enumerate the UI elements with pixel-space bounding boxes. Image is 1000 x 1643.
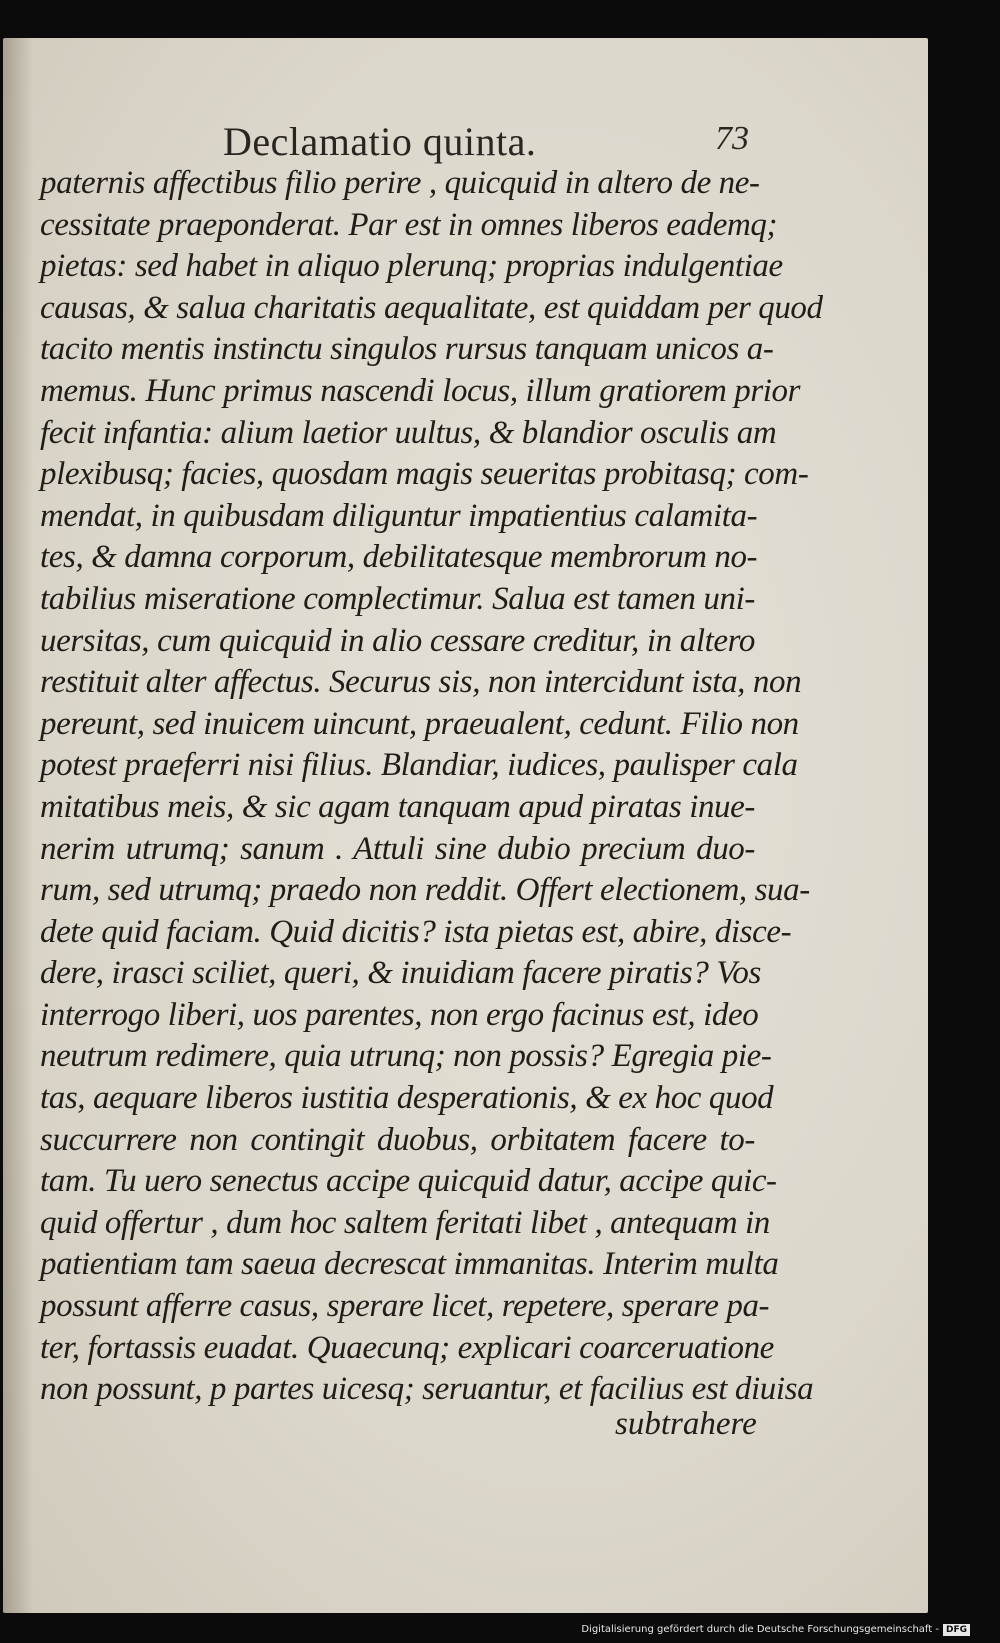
text-line: uersitas, cum quicquid in alio cessare creditur, in altero [40, 622, 755, 659]
text-line: tas, aequare liberos iustitia desperationis, & ex hoc quod [40, 1080, 774, 1117]
text-line: tacito mentis instinctu singulos rursus tanquam unicos a- [40, 331, 774, 368]
page-number: 73 [715, 120, 749, 157]
text-line: succurrere non contingit duobus, orbitatem facere to- [40, 1121, 755, 1158]
text-line: restituit alter affectus. Securus sis, non intercidunt ista, non [40, 664, 802, 701]
page-header [0, 118, 1000, 168]
digitization-credit [581, 1623, 970, 1637]
credit-text: Digitalisierung gefördert durch die Deutsche Forschungsgemeinschaft - [581, 1624, 939, 1635]
text-line: nerim utrumq; sanum . Attuli sine dubio precium duo- [40, 830, 755, 867]
text-line: possunt afferre casus, sperare licet, repetere, sperare pa- [40, 1288, 770, 1325]
text-line: dete quid faciam. Quid dicitis? ista pietas est, abire, disce- [40, 913, 792, 950]
text-line: tabilius miseratione complectimur. Salua est tamen uni- [40, 580, 755, 617]
text-line: cessitate praeponderat. Par est in omnes liberos eademq; [40, 206, 778, 243]
running-title: Declamatio quinta. [223, 119, 537, 164]
body-text [40, 163, 823, 1411]
text-line: plexibusq; facies, quosdam magis seueritas probitasq; com- [40, 456, 809, 493]
text-line: pereunt, sed inuicem uincunt, praeualent, cedunt. Filio non [40, 705, 799, 742]
text-line: interrogo liberi, uos parentes, non ergo facinus est, ideo [40, 996, 759, 1033]
text-line: neutrum redimere, quia utrunq; non possis? Egregia pie- [40, 1038, 772, 1075]
dfg-logo: DFG [943, 1624, 970, 1636]
text-line: patientiam tam saeua decrescat immanitas. Interim multa [40, 1246, 779, 1283]
text-line: mitatibus meis, & sic agam tanquam apud piratas inue- [40, 788, 755, 825]
text-line: tam. Tu uero senectus accipe quicquid datur, accipe quic- [40, 1163, 777, 1200]
text-line: causas, & salua charitatis aequalitate, est quiddam per quod [40, 289, 823, 326]
text-line: pietas: sed habet in aliquo plerunq; proprias indulgentiae [40, 248, 783, 285]
text-line: quid offertur , dum hoc saltem feritati libet , antequam in [40, 1204, 770, 1241]
text-line: fecit infantia: alium laetior uultus, & blandior osculis am [40, 414, 777, 451]
text-line: non possunt, p partes uicesq; seruantur, et facilius est diuisa [40, 1371, 814, 1408]
text-line: mendat, in quibusdam diliguntur impatientius calamita- [40, 497, 758, 534]
catchword: subtrahere [615, 1406, 757, 1442]
text-line: paternis affectibus filio perire , quicquid in altero de ne- [40, 165, 760, 201]
text-line: ter, fortassis euadat. Quaecunq; explicari coarceruatione [40, 1329, 774, 1366]
text-line: memus. Hunc primus nascendi locus, illum gratiorem prior [40, 372, 801, 409]
text-line: rum, sed utrumq; praedo non reddit. Offert electionem, sua- [40, 872, 810, 909]
text-line: tes, & damna corporum, debilitatesque membrorum no- [40, 539, 758, 576]
text-line: potest praeferri nisi filius. Blandiar, iudices, paulisper cala [40, 747, 798, 784]
page-gutter-shadow [3, 38, 33, 1613]
text-line: dere, irasci sciliet, queri, & inuidiam facere piratis? Vos [40, 955, 761, 992]
